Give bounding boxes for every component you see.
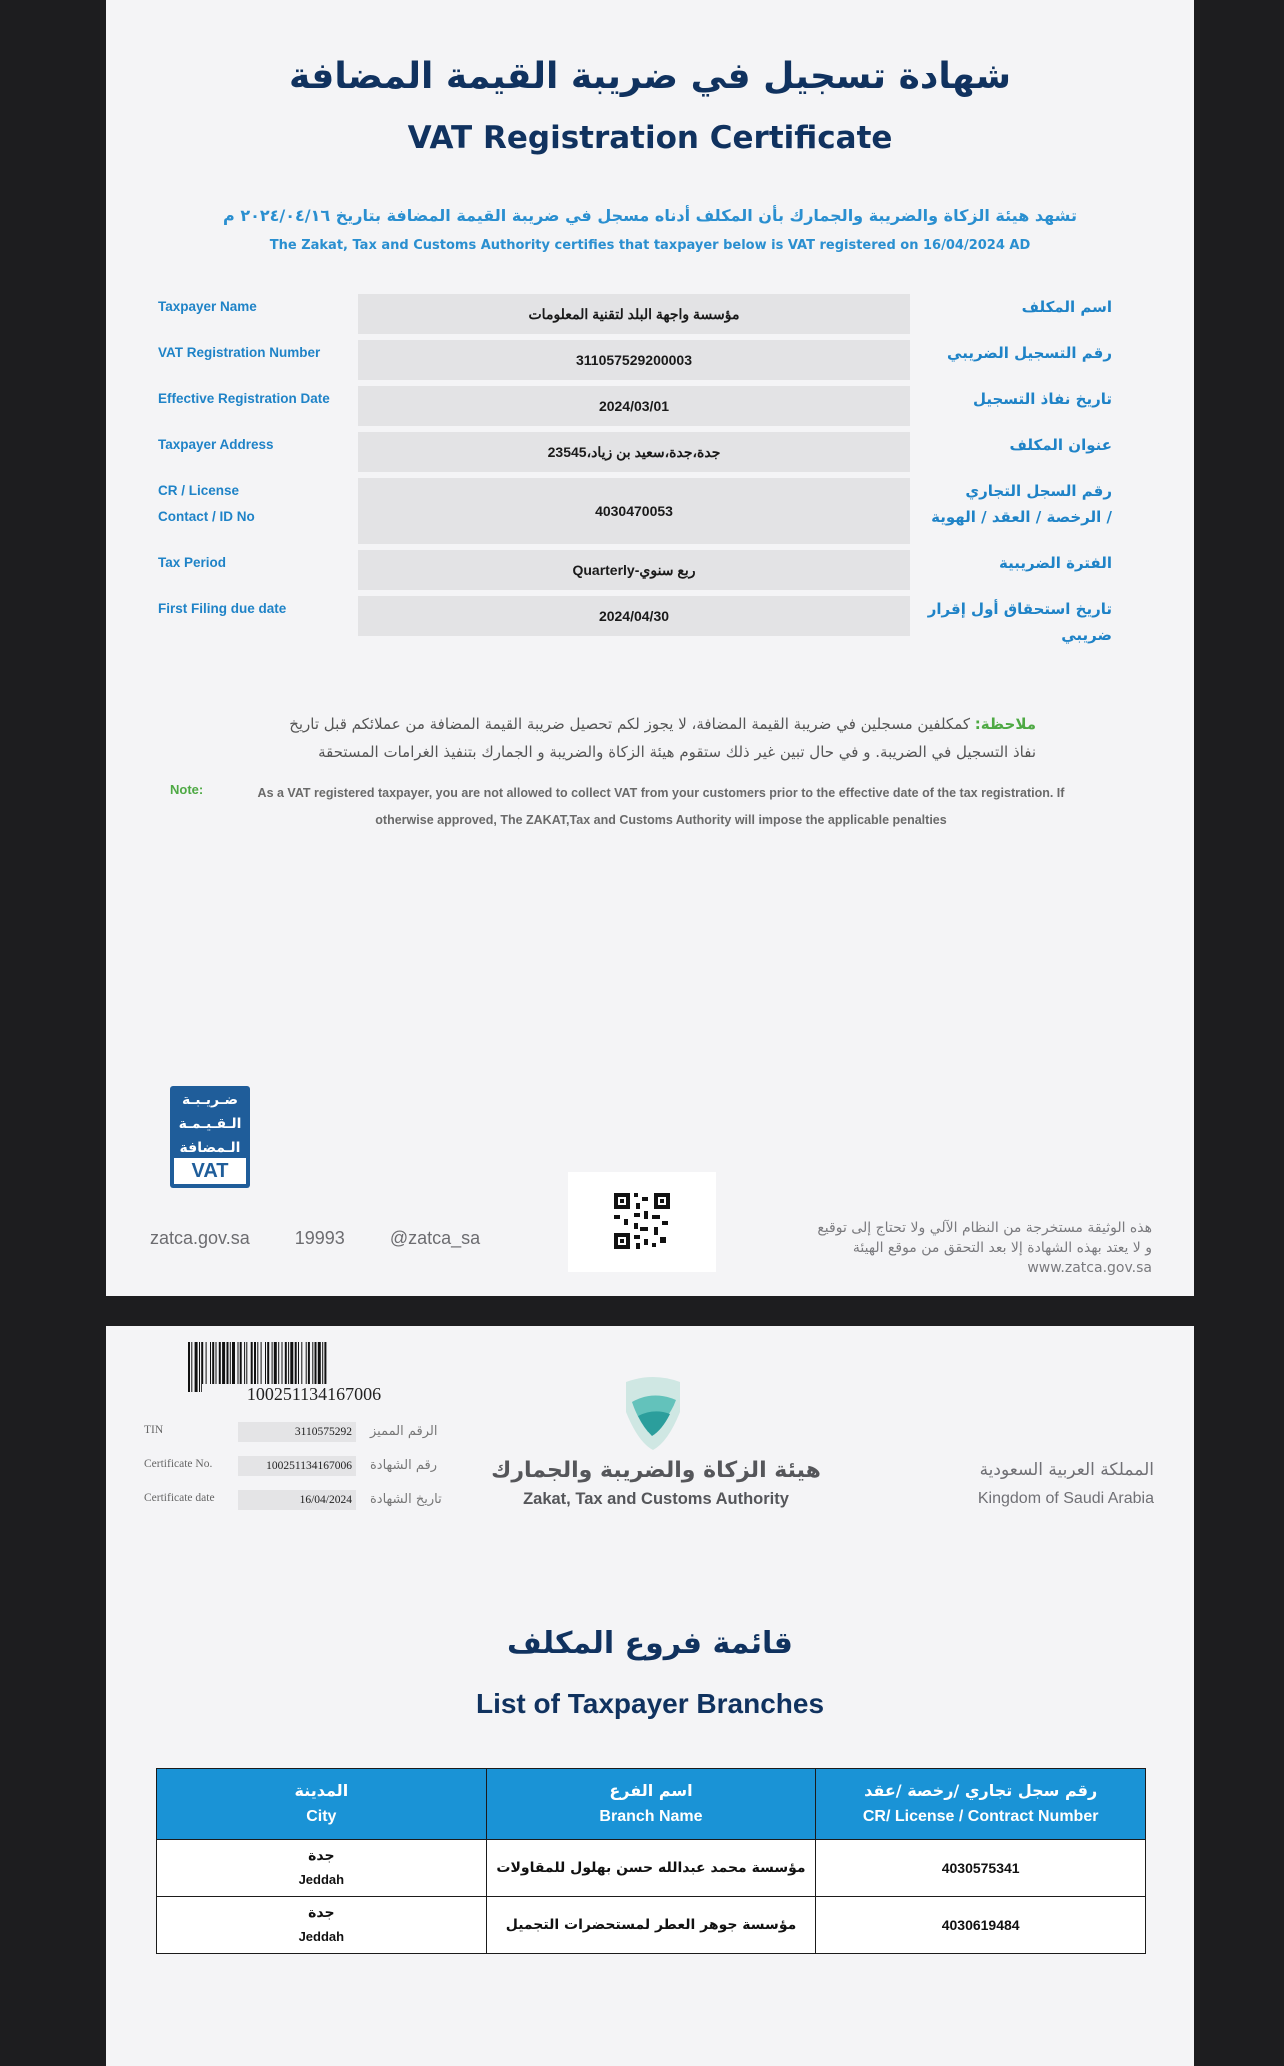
certificate-no-label-ar: رقم الشهادة <box>370 1458 437 1473</box>
qr-code-icon <box>614 1193 670 1249</box>
zatca-logo-icon <box>618 1372 688 1452</box>
cell-city-ar: جدة <box>308 1848 335 1864</box>
disclaimer-line2: و لا يعتد بهذه الشهادة إلا بعد التحقق من موقع الهيئة <box>852 1240 1152 1256</box>
certificate-date-label-ar: تاريخ الشهادة <box>370 1492 442 1507</box>
note-en-text: As a VAT registered taxpayer, you are not allowed to collect VAT from your customers prior to the effective date of the tax registration. If otherwise approved, The ZAKAT,Tax and Customs Authority will impose the applicable penalties <box>257 786 1065 827</box>
tin-value: 3110575292 <box>238 1422 356 1442</box>
vat-logo <box>170 1086 250 1188</box>
header-cr-number-ar: رقم سجل تجاري /رخصة /عقد <box>864 1781 1098 1800</box>
note-ar <box>276 710 1036 766</box>
field-label-en: Tax Period <box>158 555 227 570</box>
field-value: 2024/04/30 <box>358 596 910 636</box>
cell-city-ar: جدة <box>308 1905 335 1921</box>
vat-logo-ar-line1: ضـريـبـة <box>181 1092 239 1108</box>
table-row <box>157 1897 1146 1954</box>
field-label-ar: رقم التسجيل الضريبي <box>947 344 1112 362</box>
barcode-number: 100251134167006 <box>202 1384 426 1404</box>
field-label-en: First Filing due date <box>158 601 287 616</box>
cell-city-en: Jeddah <box>298 1872 345 1887</box>
table-header-row <box>157 1769 1146 1840</box>
field-label-en: Taxpayer Address <box>158 437 274 452</box>
branches-page <box>106 1326 1194 2066</box>
kingdom-name-en: Kingdom of Saudi Arabia <box>977 1490 1154 1507</box>
table-row <box>157 1840 1146 1897</box>
certificate-page <box>106 0 1194 1296</box>
field-label-ar-line2: ضريبي <box>1061 626 1112 644</box>
field-value: 311057529200003 <box>358 340 910 380</box>
header-branch-name-en: Branch Name <box>599 1808 703 1825</box>
note-ar-text: كمكلفين مسجلين في ضريبة القيمة المضافة، لا يجوز لكم تحصيل ضريبة القيمة المضافة من عملائكم قبل تاريخ نفاذ التسجيل في الضريبة. و في حال تبين غير ذلك ستقوم هيئة الزكاة والضريبة و الجمارك بتنفيذ الغرامات المستحقة <box>289 715 1036 761</box>
field-label-ar: الفترة الضريبية <box>999 554 1112 572</box>
field-label-en: Taxpayer Name <box>158 299 257 314</box>
tin-label-ar: الرقم المميز <box>370 1424 438 1439</box>
header-branch-name <box>486 1769 816 1840</box>
field-label-ar: تاريخ استحقاق أول إقرار <box>927 600 1112 618</box>
field-value: 2024/03/01 <box>358 386 910 426</box>
disclaimer-line1: هذه الوثيقة مستخرجة من النظام الآلي ولا تحتاج إلى توقيع <box>817 1220 1152 1236</box>
certificate-title-ar: شهادة تسجيل في ضريبة القيمة المضافة <box>288 56 1012 97</box>
certificate-no-label: Certificate No. <box>144 1458 213 1470</box>
field-label-ar-line2: / الرخصة / العقد / الهوية <box>931 508 1112 526</box>
certificate-date-value: 16/04/2024 <box>238 1490 356 1510</box>
cell-cr-number: 4030575341 <box>816 1840 1146 1897</box>
certificate-date-label: Certificate date <box>144 1492 215 1504</box>
authority-name-ar: هيئة الزكاة والضريبة والجمارك <box>491 1458 821 1483</box>
branches-title-ar: قائمة فروع المكلف <box>507 1626 793 1661</box>
vat-logo-ar-line3: الـمضافة <box>179 1140 241 1156</box>
footer-handle[interactable]: @zatca_sa <box>389 1228 481 1248</box>
field-label-en: Effective Registration Date <box>158 391 330 406</box>
header-city-ar: المدينة <box>294 1781 349 1800</box>
footer-phone: 19993 <box>294 1228 345 1248</box>
field-label-en: CR / License <box>158 483 240 498</box>
note-ar-label: ملاحظة: <box>974 715 1036 733</box>
cell-branch-name: مؤسسة جوهر العطر لمستحضرات التجميل <box>486 1897 816 1954</box>
header-city-en: City <box>306 1808 337 1825</box>
field-label-en: VAT Registration Number <box>158 345 321 360</box>
field-label-ar: عنوان المكلف <box>1009 436 1112 454</box>
disclaimer-website[interactable]: www.zatca.gov.sa <box>1027 1260 1152 1276</box>
header-city <box>157 1769 487 1840</box>
header-cr-number <box>816 1769 1146 1840</box>
cell-city <box>157 1897 487 1954</box>
field-value: مؤسسة واجهة البلد لتقنية المعلومات <box>358 294 910 334</box>
vat-logo-ar-line2: الـقـيـمـة <box>178 1116 242 1132</box>
header-branch-name-ar: اسم الفرع <box>609 1781 693 1800</box>
field-label-ar: رقم السجل التجاري <box>965 482 1112 500</box>
branches-table <box>156 1768 1146 1954</box>
note-en-label: Note: <box>170 782 204 797</box>
disclaimer <box>732 1218 1152 1278</box>
certify-statement-en: The Zakat, Tax and Customs Authority certifies that taxpayer below is VAT registered on 16/04/2024 AD <box>269 238 1031 253</box>
authority-name-en: Zakat, Tax and Customs Authority <box>523 1490 789 1508</box>
certify-statement-ar: تشهد هيئة الزكاة والضريبة والجمارك بأن المكلف أدناه مسجل في ضريبة القيمة المضافة بتاريخ ٢٠٢٤/٠٤/١٦ م <box>223 206 1077 225</box>
qr-code-box <box>568 1172 716 1272</box>
branches-title-en: List of Taxpayer Branches <box>475 1688 825 1719</box>
cell-cr-number: 4030619484 <box>816 1897 1146 1954</box>
field-value: جدة،جدة،سعيد بن زياد،23545 <box>358 432 910 472</box>
field-value: 4030470053 <box>358 478 910 544</box>
cell-city <box>157 1840 487 1897</box>
footer-site-link[interactable]: zatca.gov.sa <box>150 1228 250 1248</box>
kingdom-name-ar: المملكة العربية السعودية <box>979 1460 1154 1480</box>
footer-links <box>150 1228 520 1249</box>
certificate-title-en: VAT Registration Certificate <box>407 120 893 156</box>
tin-label: TIN <box>144 1424 164 1436</box>
field-value: ربع سنوي-Quarterly <box>358 550 910 590</box>
certificate-no-value: 100251134167006 <box>238 1456 356 1476</box>
field-label-en-line2: Contact / ID No <box>158 509 255 524</box>
cell-city-en: Jeddah <box>298 1929 345 1944</box>
field-label-ar: تاريخ نفاذ التسجيل <box>972 390 1112 408</box>
field-label-ar: اسم المكلف <box>1021 298 1112 316</box>
vat-logo-en: VAT <box>174 1158 246 1184</box>
cell-branch-name: مؤسسة محمد عبدالله حسن بهلول للمقاولات <box>486 1840 816 1897</box>
header-cr-number-en: CR/ License / Contract Number <box>862 1808 1099 1825</box>
